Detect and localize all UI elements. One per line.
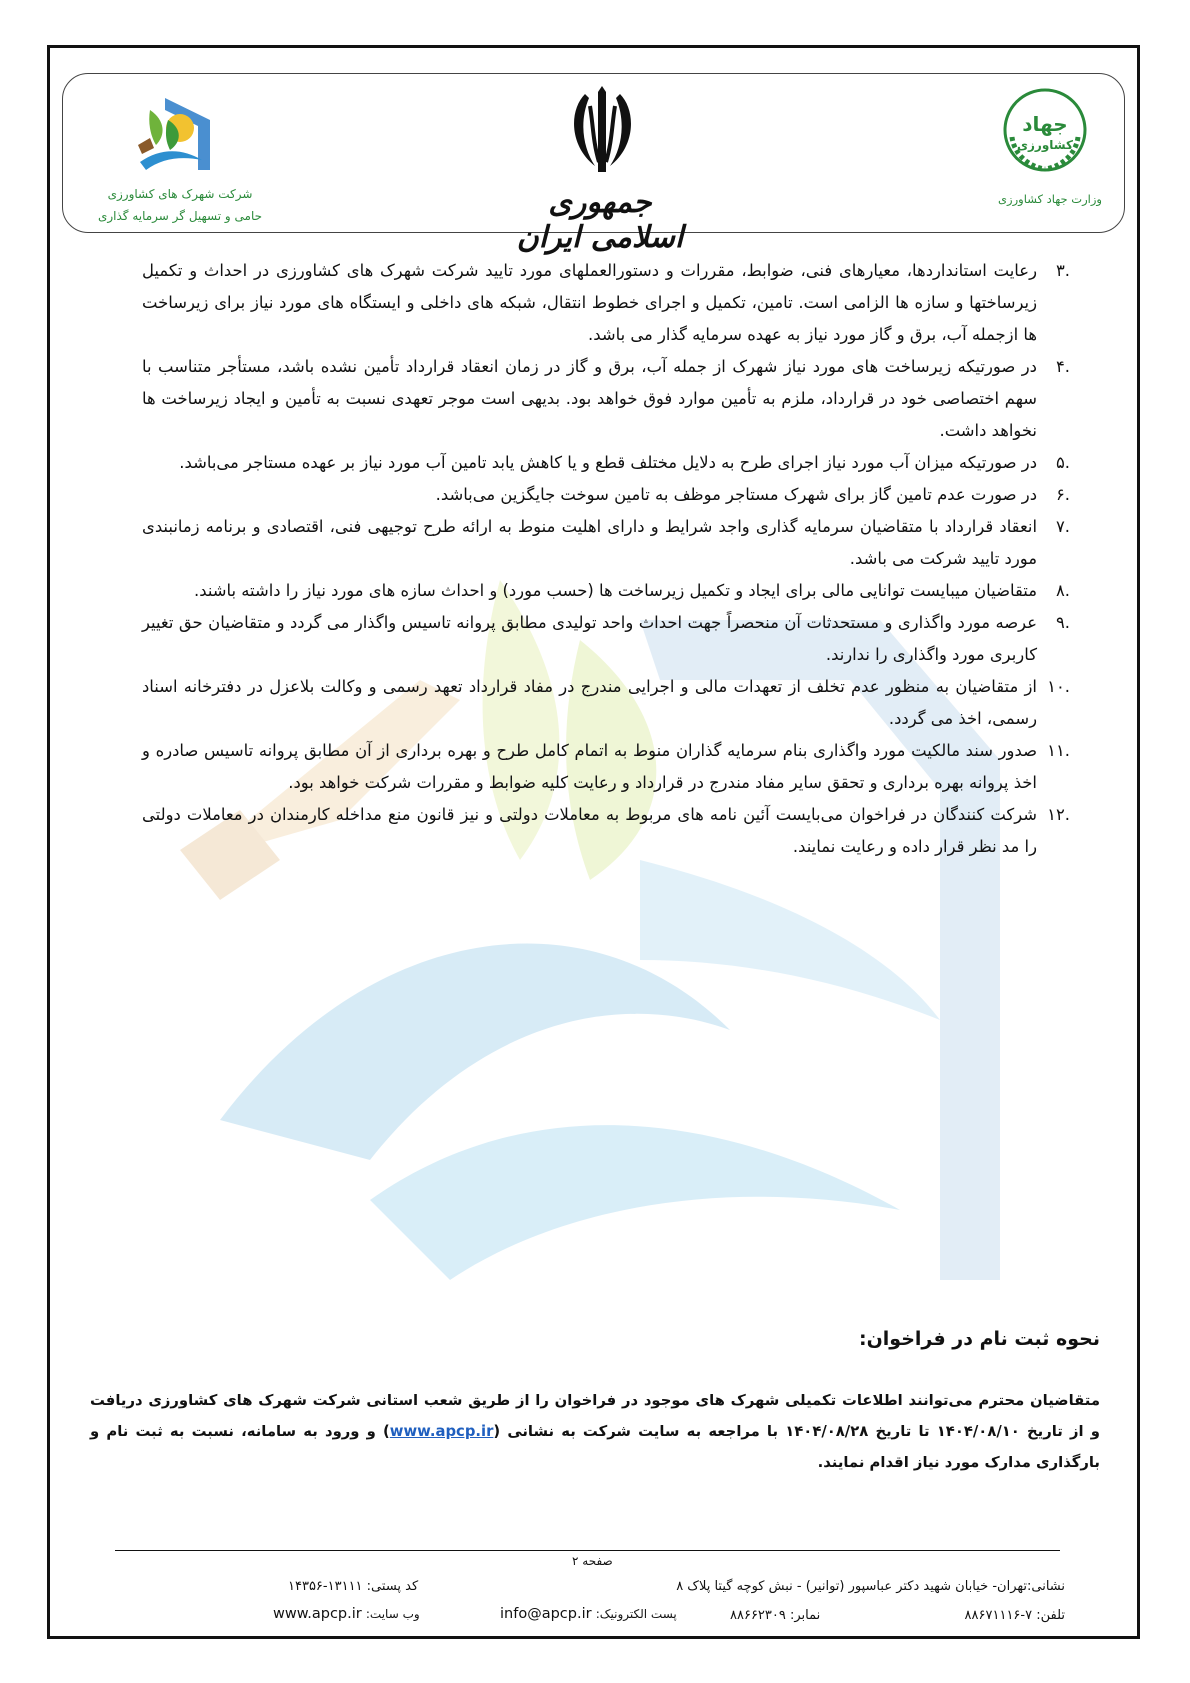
footer-email bbox=[500, 1606, 677, 1622]
email-label: پست الکترونیک: bbox=[595, 1607, 677, 1621]
list-item bbox=[142, 575, 1070, 607]
company-name: شرکت شهرک های کشاورزی bbox=[107, 187, 253, 201]
list-item bbox=[142, 351, 1070, 447]
list-item bbox=[142, 447, 1070, 479]
list-item bbox=[142, 511, 1070, 575]
item-number: .۶ bbox=[1055, 485, 1070, 504]
list-item bbox=[142, 735, 1070, 799]
item-number: .۱۰ bbox=[1047, 677, 1070, 696]
registration-text-end: ) و ورود به سامانه، نسبت به ثبت نام و بارگذاری مدارک مورد نیاز اقدام نمایند. bbox=[90, 1423, 1100, 1471]
footer-fax: نمابر: ۸۸۶۶۲۳۰۹ bbox=[730, 1608, 821, 1623]
item-number: .۷ bbox=[1055, 517, 1070, 536]
website-label: وب سایت: bbox=[365, 1607, 420, 1621]
svg-text:جهاد: جهاد bbox=[1022, 112, 1068, 136]
item-text: در صورتیکه زیرساخت های مورد نیاز شهرک از جمله آب، برق و گاز در زمان انعقاد قرارداد تأمین نشده باشد، مستأجر متناسب با سهم اختصاصی خود در قرارداد، ملزم به تأمین موارد فوق خواهد بود. بدیهی است موجر تعهدی نسبت به تأمین و ایجاد زیرساخت ها نخواهد داشت. bbox=[142, 357, 1037, 440]
item-text: در صورتیکه میزان آب مورد نیاز اجرای طرح به دلایل مختلف قطع و یا کاهش یابد تامین آب مورد نیاز بر عهده مستاجر می‌باشد. bbox=[179, 453, 1037, 472]
item-text: متقاضیان میبایست توانایی مالی برای ایجاد و تکمیل زیرساخت ها (حسب مورد) و احداث سازه های مورد نیاز را داشته باشند. bbox=[194, 581, 1037, 600]
item-number: .۸ bbox=[1055, 581, 1070, 600]
website-link[interactable]: www.apcp.ir bbox=[389, 1423, 494, 1440]
item-number: .۹ bbox=[1055, 613, 1070, 632]
company-tagline: حامی و تسهیل گر سرمایه گذاری bbox=[97, 209, 263, 223]
list-item bbox=[142, 799, 1070, 863]
svg-text:کشاورزی: کشاورزی bbox=[1017, 138, 1073, 152]
ministry-caption: وزارت جهاد کشاورزی bbox=[998, 192, 1102, 206]
company-caption bbox=[80, 183, 280, 227]
list-item bbox=[142, 479, 1070, 511]
footer-phone: تلفن: ۷-۸۸۶۷۱۱۱۶ bbox=[964, 1608, 1065, 1623]
item-text: رعایت استانداردها، معیارهای فنی، ضوابط، مقررات و دستورالعملهای مورد تایید شرکت شهرک های کشاورزی در احداث و تکمیل زیرساختها و سازه ها الزامی است. تامین، تکمیل و اجرای خطوط انتقال، شبکه های داخلی و ایستگاه های مورد نیاز برای زیرساخت ها ازجمله آب، برق و گاز مورد نیاز به عهده سرمایه گذار می باشد. bbox=[142, 261, 1037, 344]
item-number: .۵ bbox=[1055, 453, 1070, 472]
footer-divider bbox=[115, 1550, 1060, 1551]
footer-website bbox=[273, 1606, 420, 1622]
email-value[interactable]: info@apcp.ir bbox=[500, 1606, 592, 1622]
item-text: در صورت عدم تامین گاز برای شهرک مستاجر موظف به تامین سوخت جایگزین می‌باشد. bbox=[435, 485, 1037, 504]
iran-emblem-icon bbox=[555, 84, 650, 179]
item-number: .۳ bbox=[1055, 261, 1070, 280]
item-number: .۴ bbox=[1055, 357, 1070, 376]
item-text: صدور سند مالکیت مورد واگذاری بنام سرمایه گذاران منوط به اتمام کامل طرح و بهره برداری از آن مطابق پروانه تاسیس صادره و اخذ پروانه بهره برداری و تحقق سایر مفاد مندرج در قرارداد و رعایت کلیه ضوابط و مقررات شرکت خواهد بود. bbox=[142, 741, 1037, 792]
item-number: .۱۲ bbox=[1047, 805, 1070, 824]
item-text: عرصه مورد واگذاری و مستحدثات آن منحصراً جهت احداث واحد تولیدی مطابق پروانه تاسیس واگذار می گردد و متقاضیان حق تغییر کاربری مورد واگذاری را ندارند. bbox=[142, 613, 1037, 664]
item-text: شرکت کنندگان در فراخوان می‌بایست آئین نامه های مربوط به معاملات دولتی و نیز قانون منع مداخله کارمندان در معاملات دولتی را مد نظر قرار داده و رعایت نمایند. bbox=[142, 805, 1037, 856]
list-item bbox=[142, 607, 1070, 671]
website-value[interactable]: www.apcp.ir bbox=[273, 1606, 362, 1622]
item-text: از متقاضیان به منظور عدم تخلف از تعهدات مالی و اجرایی مندرج در مفاد قرارداد تعهد رسمی و وکالت بلاعزل در دفترخانه اسناد رسمی، اخذ می گردد. bbox=[142, 677, 1037, 728]
ministry-logo bbox=[1000, 85, 1090, 175]
item-number: .۱۱ bbox=[1047, 741, 1070, 760]
terms-list bbox=[142, 255, 1070, 863]
footer-address: نشانی:تهران- خیابان شهید دکتر عباسپور (توانیر) - نبش کوچه گیتا پلاک ۸ bbox=[676, 1579, 1065, 1594]
registration-text-start: متقاضیان محترم می‌توانند اطلاعات تکمیلی شهرک های موجود در فراخوان را از طریق شعب استانی شرکت شهرک های کشاورزی دریافت و از تاریخ ۱۴۰۴/۰۸/۱۰ تا تاریخ ۱۴۰۴/۰۸/۲۸ با مراجعه به سایت شرکت به نشانی ( bbox=[90, 1392, 1100, 1440]
page-number: صفحه ۲ bbox=[572, 1554, 613, 1568]
list-item bbox=[142, 671, 1070, 735]
company-logo bbox=[120, 90, 220, 180]
registration-heading: نحوه ثبت نام در فراخوان: bbox=[858, 1328, 1100, 1350]
item-text: انعقاد قرارداد با متقاضیان سرمایه گذاری واجد شرایط و دارای اهلیت منوط به ارائه طرح توجیهی فنی، اقتصادی و برنامه زمانبندی مورد تایید شرکت می باشد. bbox=[142, 517, 1037, 568]
list-item bbox=[142, 255, 1070, 351]
registration-paragraph bbox=[90, 1385, 1100, 1478]
footer-postal-code: کد پستی: ۱۳۱۱۱-۱۴۳۵۶ bbox=[288, 1579, 419, 1594]
republic-title: جمهوری اسلامی ایران bbox=[516, 185, 684, 255]
